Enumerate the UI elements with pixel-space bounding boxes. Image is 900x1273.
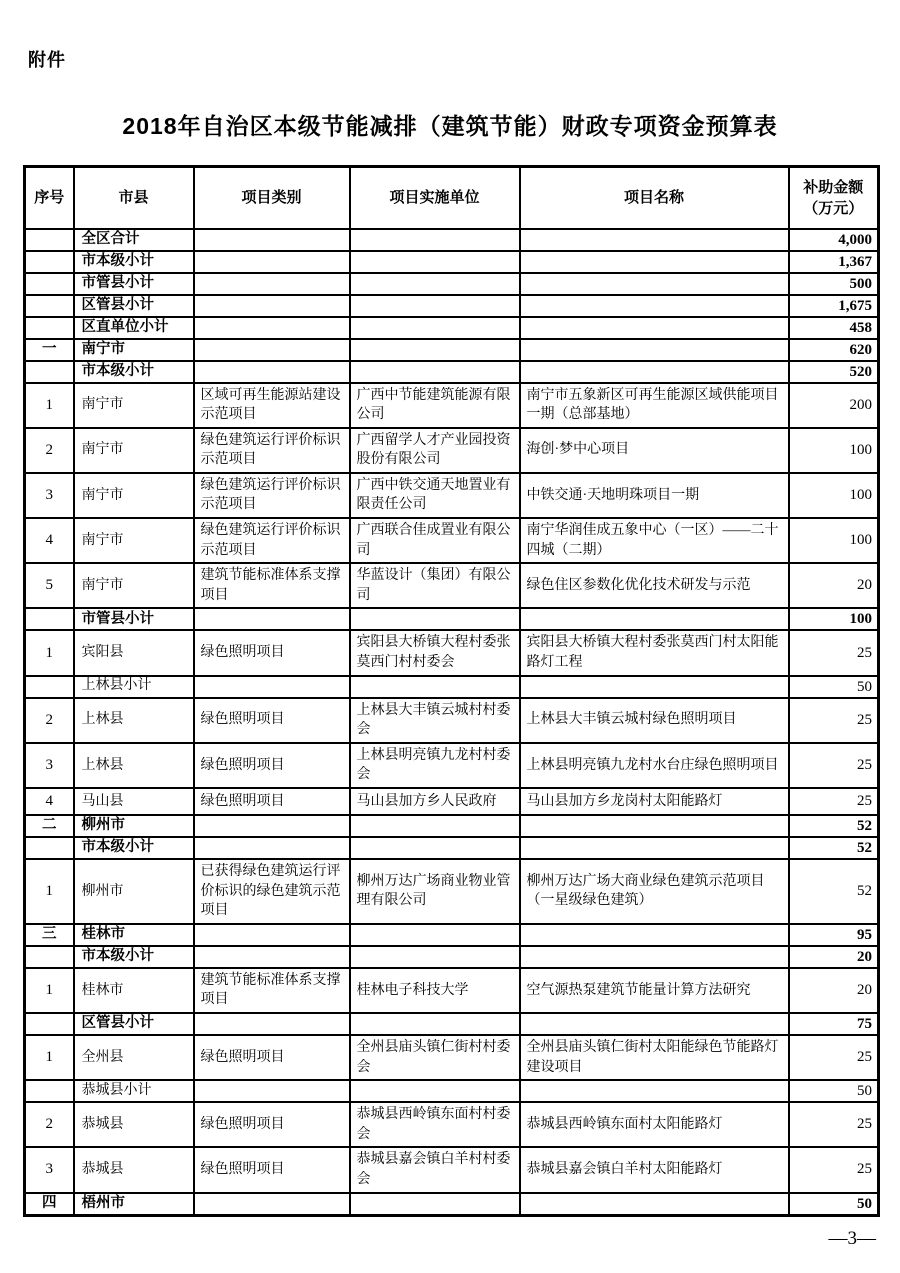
cell-county: 区管县小计 <box>74 1013 194 1035</box>
table-row <box>25 1102 879 1147</box>
cell-county: 市管县小计 <box>74 608 194 630</box>
cell-category: 绿色照明项目 <box>194 630 350 675</box>
cell-no: 2 <box>25 1102 74 1147</box>
table-row <box>25 317 879 339</box>
cell-amount: 4,000 <box>789 229 879 251</box>
cell-no: 5 <box>25 563 74 608</box>
cell-project-name: 宾阳县大桥镇大程村委张莫西门村太阳能路灯工程 <box>520 630 789 675</box>
cell-county: 南宁市 <box>74 473 194 518</box>
cell-amount: 620 <box>789 339 879 361</box>
cell-amount: 52 <box>789 837 879 859</box>
cell-project-name <box>520 361 789 383</box>
cell-no <box>25 946 74 968</box>
cell-project-name <box>520 273 789 295</box>
table-row <box>25 518 879 563</box>
cell-amount: 25 <box>789 1147 879 1192</box>
attachment-label: 附件 <box>28 50 66 70</box>
table-row <box>25 295 879 317</box>
table-row <box>25 563 879 608</box>
cell-no: 1 <box>25 1035 74 1080</box>
cell-amount: 1,675 <box>789 295 879 317</box>
cell-project-name <box>520 837 789 859</box>
cell-category <box>194 273 350 295</box>
header-cell-unit: 项目实施单位 <box>350 167 520 229</box>
cell-amount: 25 <box>789 630 879 675</box>
cell-no: 3 <box>25 743 74 788</box>
cell-amount: 100 <box>789 608 879 630</box>
cell-project-name: 全州县庙头镇仁街村太阳能绿色节能路灯建设项目 <box>520 1035 789 1080</box>
table-row <box>25 968 879 1013</box>
cell-unit <box>350 815 520 837</box>
page-title: 2018年自治区本级节能减排（建筑节能）财政专项资金预算表 <box>122 113 778 139</box>
cell-category: 绿色照明项目 <box>194 1035 350 1080</box>
cell-project-name: 绿色住区参数化优化技术研发与示范 <box>520 563 789 608</box>
cell-no: 4 <box>25 518 74 563</box>
cell-unit <box>350 229 520 251</box>
table-row <box>25 815 879 837</box>
cell-amount: 100 <box>789 473 879 518</box>
cell-county: 市管县小计 <box>74 273 194 295</box>
cell-unit <box>350 676 520 698</box>
cell-unit: 柳州万达广场商业物业管理有限公司 <box>350 859 520 924</box>
cell-amount: 20 <box>789 968 879 1013</box>
cell-amount: 52 <box>789 815 879 837</box>
cell-project-name: 恭城县嘉会镇白羊村太阳能路灯 <box>520 1147 789 1192</box>
cell-project-name: 马山县加方乡龙岗村太阳能路灯 <box>520 788 789 815</box>
cell-project-name <box>520 946 789 968</box>
cell-amount: 25 <box>789 788 879 815</box>
cell-county: 市本级小计 <box>74 361 194 383</box>
cell-no: 2 <box>25 698 74 743</box>
cell-county: 柳州市 <box>74 815 194 837</box>
table-row <box>25 788 879 815</box>
cell-project-name <box>520 1013 789 1035</box>
table-row <box>25 361 879 383</box>
cell-county: 区管县小计 <box>74 295 194 317</box>
cell-county: 南宁市 <box>74 563 194 608</box>
cell-amount: 520 <box>789 361 879 383</box>
cell-unit: 全州县庙头镇仁街村村委会 <box>350 1035 520 1080</box>
cell-no: 3 <box>25 1147 74 1192</box>
cell-unit <box>350 608 520 630</box>
cell-category: 绿色照明项目 <box>194 698 350 743</box>
table-row <box>25 1147 879 1192</box>
cell-category <box>194 924 350 946</box>
cell-category: 绿色建筑运行评价标识示范项目 <box>194 473 350 518</box>
cell-category: 绿色建筑运行评价标识示范项目 <box>194 428 350 473</box>
cell-amount: 25 <box>789 1035 879 1080</box>
cell-county: 全州县 <box>74 1035 194 1080</box>
cell-no <box>25 361 74 383</box>
cell-no <box>25 229 74 251</box>
cell-no: 1 <box>25 859 74 924</box>
cell-county: 马山县 <box>74 788 194 815</box>
table-row <box>25 339 879 361</box>
cell-county: 梧州市 <box>74 1193 194 1216</box>
page-number: —3— <box>828 1228 876 1249</box>
cell-unit <box>350 339 520 361</box>
cell-no <box>25 837 74 859</box>
cell-no: 3 <box>25 473 74 518</box>
cell-project-name <box>520 924 789 946</box>
cell-project-name: 中铁交通·天地明珠项目一期 <box>520 473 789 518</box>
cell-county: 上林县 <box>74 698 194 743</box>
table-row <box>25 251 879 273</box>
table-row <box>25 859 879 924</box>
table-row <box>25 676 879 698</box>
cell-category <box>194 608 350 630</box>
cell-category <box>194 946 350 968</box>
cell-county: 恭城县 <box>74 1102 194 1147</box>
cell-county: 上林县 <box>74 743 194 788</box>
cell-unit <box>350 837 520 859</box>
cell-category <box>194 676 350 698</box>
cell-category <box>194 815 350 837</box>
cell-project-name: 海创·梦中心项目 <box>520 428 789 473</box>
table-row <box>25 273 879 295</box>
cell-category: 绿色照明项目 <box>194 1102 350 1147</box>
cell-no: 二 <box>25 815 74 837</box>
cell-project-name: 上林县大丰镇云城村绿色照明项目 <box>520 698 789 743</box>
cell-category: 建筑节能标准体系支撑项目 <box>194 968 350 1013</box>
cell-no <box>25 295 74 317</box>
cell-amount: 50 <box>789 676 879 698</box>
cell-unit <box>350 1080 520 1102</box>
table-row <box>25 630 879 675</box>
cell-amount: 25 <box>789 743 879 788</box>
table-row <box>25 1013 879 1035</box>
table-body <box>25 229 879 1216</box>
cell-amount: 25 <box>789 1102 879 1147</box>
cell-category <box>194 317 350 339</box>
table-row <box>25 383 879 428</box>
cell-project-name: 空气源热泵建筑节能量计算方法研究 <box>520 968 789 1013</box>
cell-unit <box>350 946 520 968</box>
cell-no <box>25 676 74 698</box>
cell-unit: 宾阳县大桥镇大程村委张莫西门村村委会 <box>350 630 520 675</box>
cell-category: 建筑节能标准体系支撑项目 <box>194 563 350 608</box>
cell-unit: 广西联合佳成置业有限公司 <box>350 518 520 563</box>
cell-no: 四 <box>25 1193 74 1216</box>
cell-category <box>194 251 350 273</box>
cell-unit <box>350 924 520 946</box>
cell-unit: 桂林电子科技大学 <box>350 968 520 1013</box>
cell-amount: 95 <box>789 924 879 946</box>
cell-county: 市本级小计 <box>74 946 194 968</box>
cell-amount: 20 <box>789 563 879 608</box>
cell-unit <box>350 1193 520 1216</box>
cell-amount: 100 <box>789 518 879 563</box>
cell-county: 恭城县 <box>74 1147 194 1192</box>
cell-county: 市本级小计 <box>74 837 194 859</box>
cell-category: 绿色照明项目 <box>194 788 350 815</box>
table-row <box>25 837 879 859</box>
cell-project-name <box>520 339 789 361</box>
cell-project-name <box>520 317 789 339</box>
cell-unit <box>350 295 520 317</box>
table-row <box>25 1193 879 1216</box>
header-cell-amount: 补助金额（万元） <box>789 167 879 229</box>
cell-amount: 52 <box>789 859 879 924</box>
cell-category <box>194 1080 350 1102</box>
cell-category <box>194 1193 350 1216</box>
budget-table <box>23 165 880 1217</box>
cell-no: 4 <box>25 788 74 815</box>
table-row <box>25 924 879 946</box>
table-row <box>25 946 879 968</box>
cell-unit: 上林县大丰镇云城村村委会 <box>350 698 520 743</box>
table-header-row <box>25 167 879 229</box>
cell-category <box>194 361 350 383</box>
cell-county: 南宁市 <box>74 428 194 473</box>
cell-unit: 马山县加方乡人民政府 <box>350 788 520 815</box>
cell-category <box>194 837 350 859</box>
cell-county: 桂林市 <box>74 968 194 1013</box>
cell-project-name: 南宁市五象新区可再生能源区域供能项目一期（总部基地） <box>520 383 789 428</box>
cell-amount: 50 <box>789 1080 879 1102</box>
cell-project-name <box>520 229 789 251</box>
cell-project-name: 南宁华润佳成五象中心（一区）——二十四城（二期） <box>520 518 789 563</box>
cell-no: 1 <box>25 383 74 428</box>
cell-amount: 50 <box>789 1193 879 1216</box>
cell-category: 绿色照明项目 <box>194 743 350 788</box>
cell-project-name: 柳州万达广场大商业绿色建筑示范项目（一星级绿色建筑） <box>520 859 789 924</box>
cell-category <box>194 1013 350 1035</box>
cell-county: 宾阳县 <box>74 630 194 675</box>
cell-project-name <box>520 295 789 317</box>
cell-no: 2 <box>25 428 74 473</box>
cell-unit: 广西留学人才产业园投资股份有限公司 <box>350 428 520 473</box>
cell-category: 绿色建筑运行评价标识示范项目 <box>194 518 350 563</box>
header-cell-project-name: 项目名称 <box>520 167 789 229</box>
cell-no <box>25 251 74 273</box>
table-row <box>25 698 879 743</box>
cell-no <box>25 273 74 295</box>
cell-category: 区域可再生能源站建设示范项目 <box>194 383 350 428</box>
table-row <box>25 1080 879 1102</box>
cell-amount: 20 <box>789 946 879 968</box>
cell-amount: 1,367 <box>789 251 879 273</box>
cell-amount: 75 <box>789 1013 879 1035</box>
cell-project-name <box>520 1193 789 1216</box>
header-cell-no: 序号 <box>25 167 74 229</box>
cell-unit: 上林县明亮镇九龙村村委会 <box>350 743 520 788</box>
header-cell-county: 市县 <box>74 167 194 229</box>
cell-county: 南宁市 <box>74 383 194 428</box>
cell-amount: 25 <box>789 698 879 743</box>
cell-county: 上林县小计 <box>74 676 194 698</box>
cell-unit <box>350 1013 520 1035</box>
cell-county: 区直单位小计 <box>74 317 194 339</box>
table-row <box>25 428 879 473</box>
cell-county: 桂林市 <box>74 924 194 946</box>
cell-no: 1 <box>25 630 74 675</box>
cell-no: 一 <box>25 339 74 361</box>
table-row <box>25 743 879 788</box>
cell-county: 柳州市 <box>74 859 194 924</box>
cell-no: 三 <box>25 924 74 946</box>
cell-amount: 100 <box>789 428 879 473</box>
cell-county: 南宁市 <box>74 339 194 361</box>
table-row <box>25 473 879 518</box>
cell-unit: 华蓝设计（集团）有限公司 <box>350 563 520 608</box>
cell-category <box>194 295 350 317</box>
cell-unit <box>350 273 520 295</box>
cell-project-name: 上林县明亮镇九龙村水台庄绿色照明项目 <box>520 743 789 788</box>
cell-unit <box>350 361 520 383</box>
cell-amount: 458 <box>789 317 879 339</box>
cell-project-name <box>520 1080 789 1102</box>
table-row <box>25 1035 879 1080</box>
cell-no <box>25 1013 74 1035</box>
cell-unit: 广西中节能建筑能源有限公司 <box>350 383 520 428</box>
cell-project-name <box>520 676 789 698</box>
cell-category: 绿色照明项目 <box>194 1147 350 1192</box>
cell-project-name <box>520 251 789 273</box>
cell-county: 市本级小计 <box>74 251 194 273</box>
cell-no <box>25 608 74 630</box>
cell-unit <box>350 317 520 339</box>
cell-county: 全区合计 <box>74 229 194 251</box>
cell-project-name <box>520 815 789 837</box>
cell-no <box>25 317 74 339</box>
cell-no <box>25 1080 74 1102</box>
table-row <box>25 608 879 630</box>
cell-project-name <box>520 608 789 630</box>
cell-county: 南宁市 <box>74 518 194 563</box>
cell-amount: 200 <box>789 383 879 428</box>
cell-unit: 恭城县西岭镇东面村村委会 <box>350 1102 520 1147</box>
cell-amount: 500 <box>789 273 879 295</box>
table-row <box>25 229 879 251</box>
cell-unit: 恭城县嘉会镇白羊村村委会 <box>350 1147 520 1192</box>
cell-unit: 广西中铁交通天地置业有限责任公司 <box>350 473 520 518</box>
cell-unit <box>350 251 520 273</box>
cell-category <box>194 229 350 251</box>
header-cell-category: 项目类别 <box>194 167 350 229</box>
cell-category: 已获得绿色建筑运行评价标识的绿色建筑示范项目 <box>194 859 350 924</box>
cell-no: 1 <box>25 968 74 1013</box>
cell-county: 恭城县小计 <box>74 1080 194 1102</box>
cell-category <box>194 339 350 361</box>
cell-project-name: 恭城县西岭镇东面村太阳能路灯 <box>520 1102 789 1147</box>
